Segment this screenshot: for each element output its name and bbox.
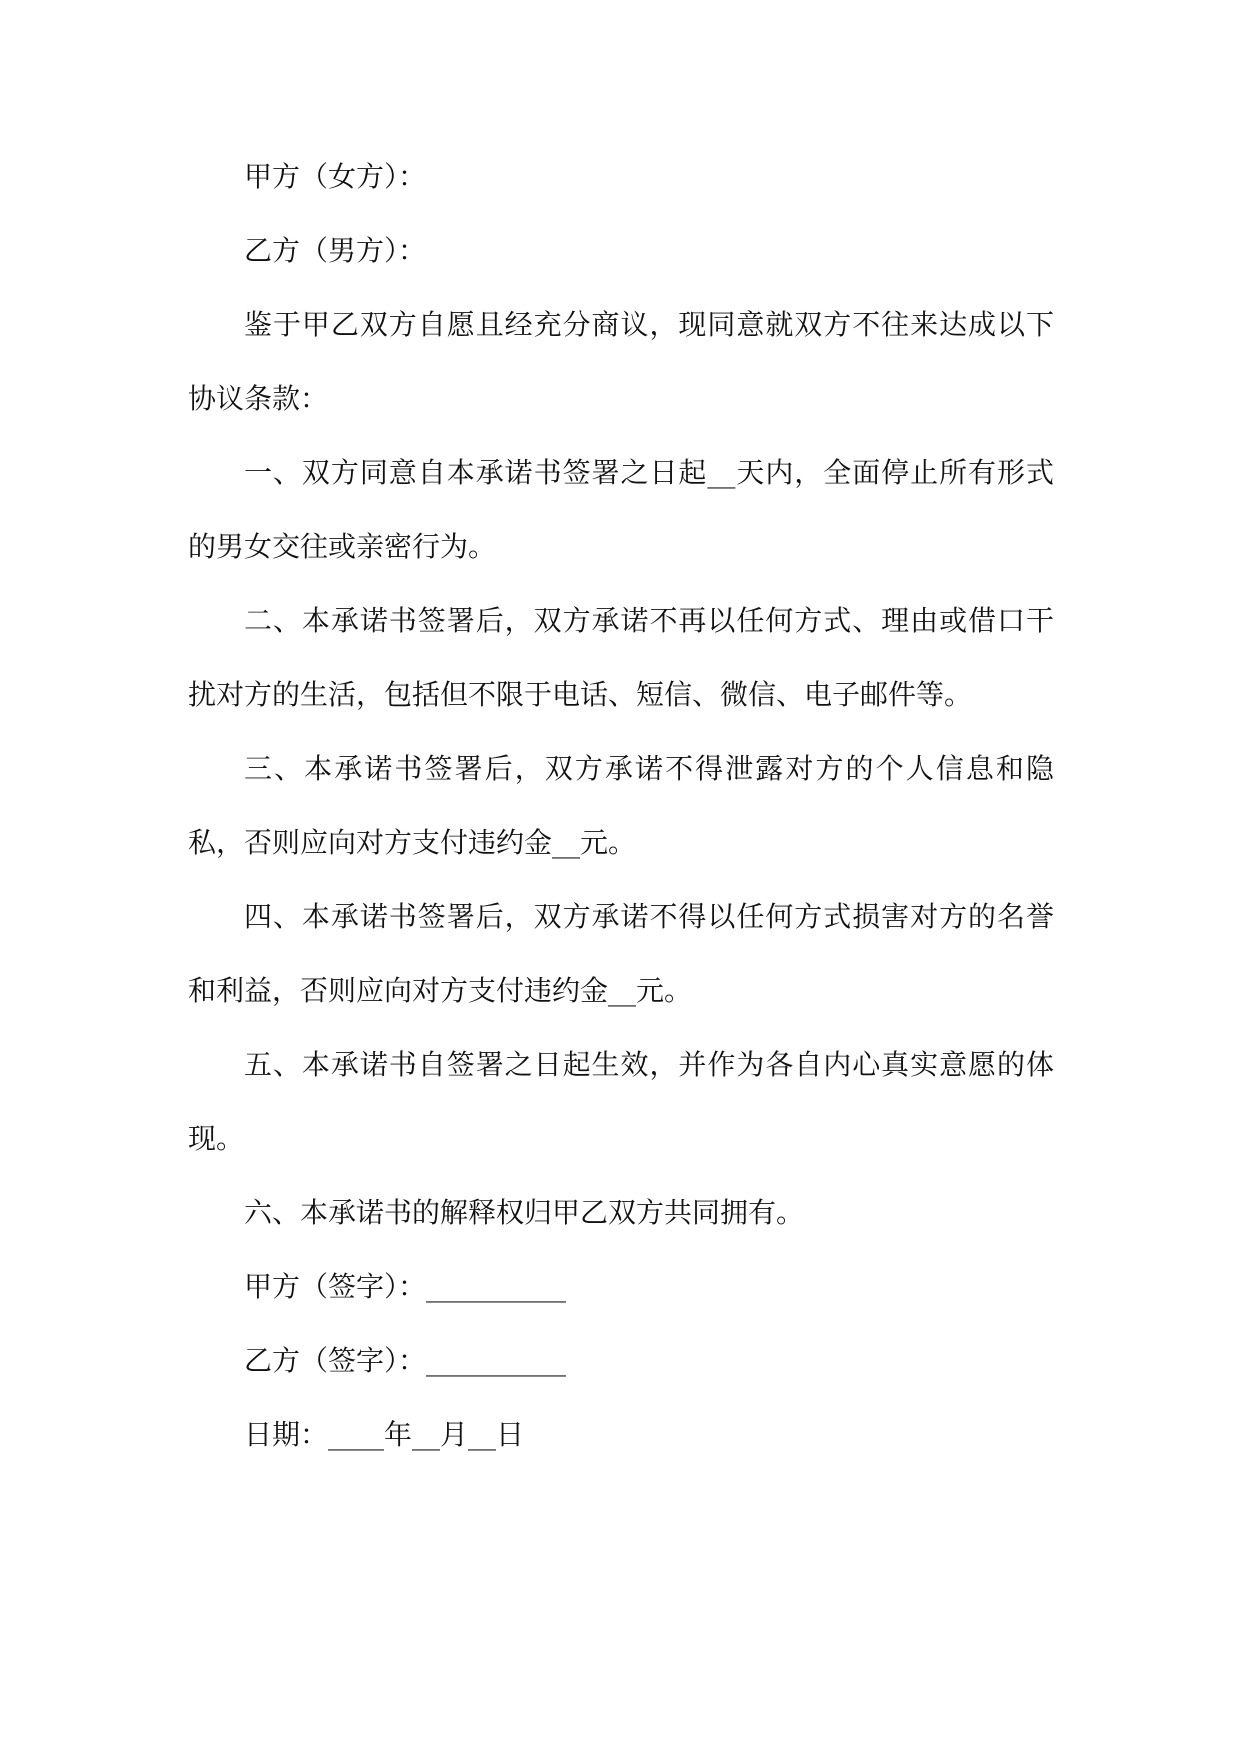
clause-3: 三、本承诺书签署后，双方承诺不得泄露对方的个人信息和隐私，否则应向对方支付违约金__元。 — [188, 752, 1054, 859]
clause-6: 六、本承诺书的解释权归甲乙双方共同拥有。 — [244, 1196, 805, 1229]
clause-5: 五、本承诺书自签署之日起生效，并作为各自内心真实意愿的体现。 — [188, 1048, 1054, 1155]
clause-4: 四、本承诺书签署后，双方承诺不得以任何方式损害对方的名誉和利益，否则应向对方支付违约金__元。 — [188, 900, 1054, 1007]
document-body — [188, 140, 1054, 1472]
signature-line-a: 甲方（签字）：__________ — [244, 1270, 567, 1303]
party-a-line: 甲方（女方）： — [244, 160, 427, 193]
party-b-line: 乙方（男方）： — [244, 234, 427, 267]
date-line: 日期：____年__月__日 — [244, 1418, 525, 1451]
signature-line-b: 乙方（签字）：__________ — [244, 1344, 567, 1377]
clause-1: 一、双方同意自本承诺书签署之日起__天内，全面停止所有形式的男女交往或亲密行为。 — [188, 456, 1054, 563]
clause-2: 二、本承诺书签署后，双方承诺不再以任何方式、理由或借口干扰对方的生活，包括但不限于电话、短信、微信、电子邮件等。 — [188, 604, 1054, 711]
preamble-paragraph: 鉴于甲乙双方自愿且经充分商议，现同意就双方不往来达成以下协议条款： — [188, 308, 1054, 415]
